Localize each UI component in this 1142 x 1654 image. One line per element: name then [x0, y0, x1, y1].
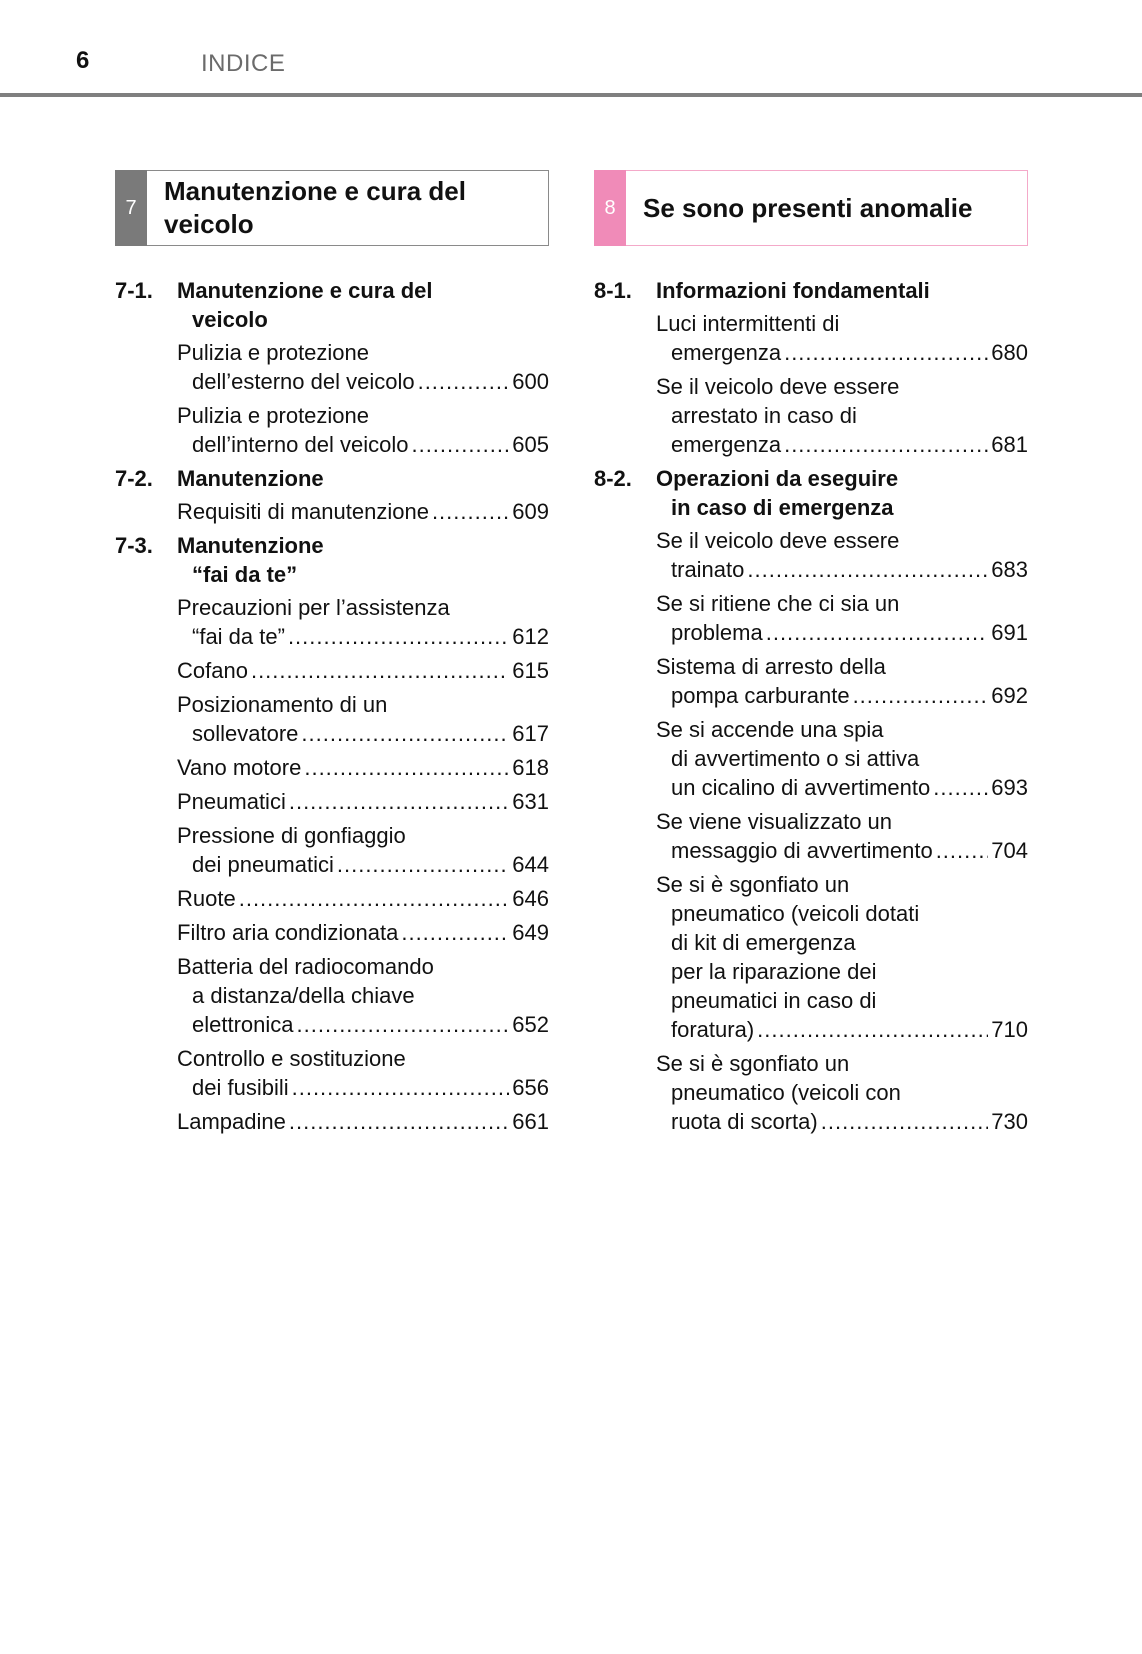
section-number: 8-1. [594, 278, 632, 303]
toc-entry-line [671, 430, 1028, 459]
toc-entry[interactable] [177, 1107, 549, 1136]
toc-entry[interactable] [177, 787, 549, 816]
section-title: Manutenzione “fai da te” [177, 533, 324, 587]
toc-entry-title-end: Pneumatici [177, 789, 286, 814]
toc-entry-line [192, 719, 549, 748]
page-ref[interactable]: 652 [512, 1012, 549, 1037]
dot-leader [757, 1015, 988, 1044]
section-title: Manutenzione e cura del veicolo [177, 278, 433, 332]
chapter-column-7 [115, 170, 549, 1141]
toc-entry-title-end: Filtro aria condizionata [177, 920, 399, 945]
toc-entry[interactable] [656, 372, 1028, 459]
toc-entry-line [671, 618, 1028, 647]
toc-entry[interactable] [177, 918, 549, 947]
toc-entry-list [177, 497, 549, 526]
toc-entry-title-end: Lampadine [177, 1109, 286, 1134]
toc-entry-line [177, 753, 549, 782]
toc-entry-title: Se si è sgonfiato un pneumatico (veicoli con [656, 1051, 901, 1105]
toc-entry[interactable] [656, 807, 1028, 865]
page-ref[interactable]: 617 [512, 721, 549, 746]
toc-entry-title-end: sollevatore [192, 721, 299, 746]
toc-entry-list [177, 338, 549, 459]
chapter-header [115, 170, 549, 246]
page-ref[interactable]: 730 [991, 1109, 1028, 1134]
dot-leader [784, 430, 988, 459]
dot-leader [432, 497, 509, 526]
toc-entry-title-end: “fai da te” [192, 624, 285, 649]
page-ref[interactable]: 618 [512, 755, 549, 780]
dot-leader [301, 719, 509, 748]
page-ref[interactable]: 693 [991, 775, 1028, 800]
toc-entry-title: Sistema di arresto della [656, 654, 886, 679]
dot-leader [297, 1010, 510, 1039]
toc-entry-title: Pulizia e protezione [177, 403, 370, 428]
toc-section [115, 464, 549, 526]
page-ref[interactable]: 609 [512, 499, 549, 524]
toc-entry-title: Se viene visualizzato un [656, 809, 893, 834]
page-ref[interactable]: 649 [512, 920, 549, 945]
section-number: 7-1. [115, 278, 153, 303]
toc-entry-line [671, 338, 1028, 367]
toc-entry[interactable] [177, 593, 549, 651]
toc-entry-title: Pressione di gonfiaggio [177, 823, 406, 848]
toc-entry-line [671, 836, 1028, 865]
toc-entry-title-end: emergenza [671, 432, 782, 457]
page-ref[interactable]: 615 [512, 658, 549, 683]
toc-entry[interactable] [177, 656, 549, 685]
dot-leader [766, 618, 989, 647]
toc-entry-line [192, 622, 549, 651]
toc-entry-title: Pulizia e protezione [177, 340, 370, 365]
dot-leader [936, 836, 989, 865]
toc-entry-title-end: trainato [671, 557, 745, 582]
toc-section [594, 276, 1028, 459]
toc-entry[interactable] [656, 652, 1028, 710]
toc-entry-title-end: problema [671, 620, 763, 645]
toc-entry[interactable] [177, 821, 549, 879]
page-ref[interactable]: 704 [991, 838, 1028, 863]
header-rule [0, 93, 1142, 97]
toc-entry-title-end: dei fusibili [192, 1075, 289, 1100]
toc-entry-line [192, 1073, 549, 1102]
toc-entry-line [671, 681, 1028, 710]
section-number: 7-2. [115, 466, 153, 491]
page-ref[interactable]: 600 [512, 369, 549, 394]
dot-leader [853, 681, 989, 710]
toc-entry-line [671, 773, 1028, 802]
toc-entry-line [177, 787, 549, 816]
toc-entry[interactable] [177, 753, 549, 782]
toc-entry-line [192, 1010, 549, 1039]
toc-entry[interactable] [177, 1044, 549, 1102]
page-number: 6 [76, 47, 90, 74]
dot-leader [289, 787, 509, 816]
toc-entry-line [671, 1107, 1028, 1136]
section-title: Manutenzione [177, 466, 324, 491]
page-ref[interactable]: 644 [512, 852, 549, 877]
toc-entry[interactable] [177, 690, 549, 748]
chapter-header [594, 170, 1028, 246]
section-number: 7-3. [115, 533, 153, 558]
page-header-title: INDICE [201, 50, 286, 77]
dot-leader [337, 850, 509, 879]
toc-entry-title: Batteria del radiocomando a distanza/della chiave [177, 954, 434, 1008]
toc-entry[interactable] [177, 401, 549, 459]
dot-leader [401, 918, 509, 947]
toc-entry-line [177, 1107, 549, 1136]
page-ref[interactable]: 605 [512, 432, 549, 457]
toc-entry-title: Se si ritiene che ci sia un [656, 591, 900, 616]
toc-entry-title-end: Cofano [177, 658, 248, 683]
toc-entry[interactable] [177, 884, 549, 913]
toc-entry-title: Se il veicolo deve essere arrestato in caso di [656, 374, 900, 428]
page-ref[interactable]: 680 [991, 340, 1028, 365]
toc-entry-line [192, 430, 549, 459]
toc-entry-title-end: un cicalino di avvertimento [671, 775, 931, 800]
toc-entry-title: Precauzioni per l’assistenza [177, 595, 450, 620]
dot-leader [239, 884, 510, 913]
toc-entry-line [177, 884, 549, 913]
page-ref[interactable]: 683 [991, 557, 1028, 582]
toc-entry[interactable] [656, 1049, 1028, 1136]
toc-entry[interactable] [656, 715, 1028, 802]
section-title: Operazioni da eseguire in caso di emergenza [656, 466, 899, 520]
page-ref[interactable]: 681 [991, 432, 1028, 457]
chapter-number-tab: 8 [594, 170, 626, 246]
toc-entry-title-end: ruota di scorta) [671, 1109, 818, 1134]
dot-leader [304, 753, 509, 782]
chapter-title: Se sono presenti anomalie [643, 192, 973, 223]
toc-section [115, 531, 549, 1136]
toc-entry-title-end: Vano motore [177, 755, 302, 780]
toc-entry[interactable] [656, 589, 1028, 647]
chapter-column-8 [594, 170, 1028, 1141]
toc-entry-title: Se si è sgonfiato un pneumatico (veicoli dotati di kit di emergenza per la riparazione dei pneumatici in caso di [656, 872, 920, 1013]
dot-leader [784, 338, 988, 367]
page-ref[interactable]: 631 [512, 789, 549, 814]
toc-entry-title: Posizionamento di un [177, 692, 388, 717]
dot-leader [933, 773, 988, 802]
toc-section [115, 276, 549, 459]
toc-entry[interactable] [177, 497, 549, 526]
dot-leader [288, 622, 509, 651]
toc-entry[interactable] [656, 870, 1028, 1044]
page-ref[interactable]: 691 [991, 620, 1028, 645]
toc-entry-line [177, 918, 549, 947]
toc-entry-title-end: pompa carburante [671, 683, 850, 708]
toc-entry-title-end: messaggio di avvertimento [671, 838, 933, 863]
dot-leader [292, 1073, 510, 1102]
page-ref[interactable]: 646 [512, 886, 549, 911]
section-title: Informazioni fondamentali [656, 278, 930, 303]
toc-section [594, 464, 1028, 1136]
toc-entry-title: Se il veicolo deve essere [656, 528, 900, 553]
dot-leader [747, 555, 988, 584]
toc-entry-line [192, 367, 549, 396]
page-ref[interactable]: 612 [512, 624, 549, 649]
toc-entry-title: Controllo e sostituzione [177, 1046, 406, 1071]
toc-entry[interactable] [656, 309, 1028, 367]
chapter-number-tab: 7 [115, 170, 147, 246]
dot-leader [418, 367, 510, 396]
toc-entry-line [177, 656, 549, 685]
toc-entry-title-end: foratura) [671, 1017, 755, 1042]
page-ref[interactable]: 656 [512, 1075, 549, 1100]
page-ref[interactable]: 710 [991, 1017, 1028, 1042]
toc-entry-title-end: Requisiti di manutenzione [177, 499, 429, 524]
toc-entry-title-end: elettronica [192, 1012, 294, 1037]
toc-entry-line [177, 497, 549, 526]
dot-leader [251, 656, 509, 685]
page-ref[interactable]: 692 [991, 683, 1028, 708]
toc-entry-list [656, 526, 1028, 1136]
toc-entry[interactable] [177, 952, 549, 1039]
section-number: 8-2. [594, 466, 632, 491]
toc-entry-line [671, 1015, 1028, 1044]
toc-entry-title-end: dell’esterno del veicolo [192, 369, 415, 394]
toc-entry-list [656, 309, 1028, 459]
toc-entry-title: Se si accende una spia di avvertimento o si attiva [656, 717, 920, 771]
toc-entry-line [192, 850, 549, 879]
chapter-title: Manutenzione e cura del veicolo [164, 176, 466, 239]
toc-entry-title-end: dell’interno del veicolo [192, 432, 409, 457]
toc-entry-title-end: emergenza [671, 340, 782, 365]
toc-entry-list [177, 593, 549, 1136]
toc-entry-line [671, 555, 1028, 584]
dot-leader [289, 1107, 509, 1136]
toc-entry[interactable] [656, 526, 1028, 584]
toc-entry-title-end: Ruote [177, 886, 236, 911]
dot-leader [411, 430, 509, 459]
toc-entry-title: Luci intermittenti di [656, 311, 840, 336]
dot-leader [821, 1107, 989, 1136]
page-ref[interactable]: 661 [512, 1109, 549, 1134]
toc-entry[interactable] [177, 338, 549, 396]
toc-entry-title-end: dei pneumatici [192, 852, 334, 877]
